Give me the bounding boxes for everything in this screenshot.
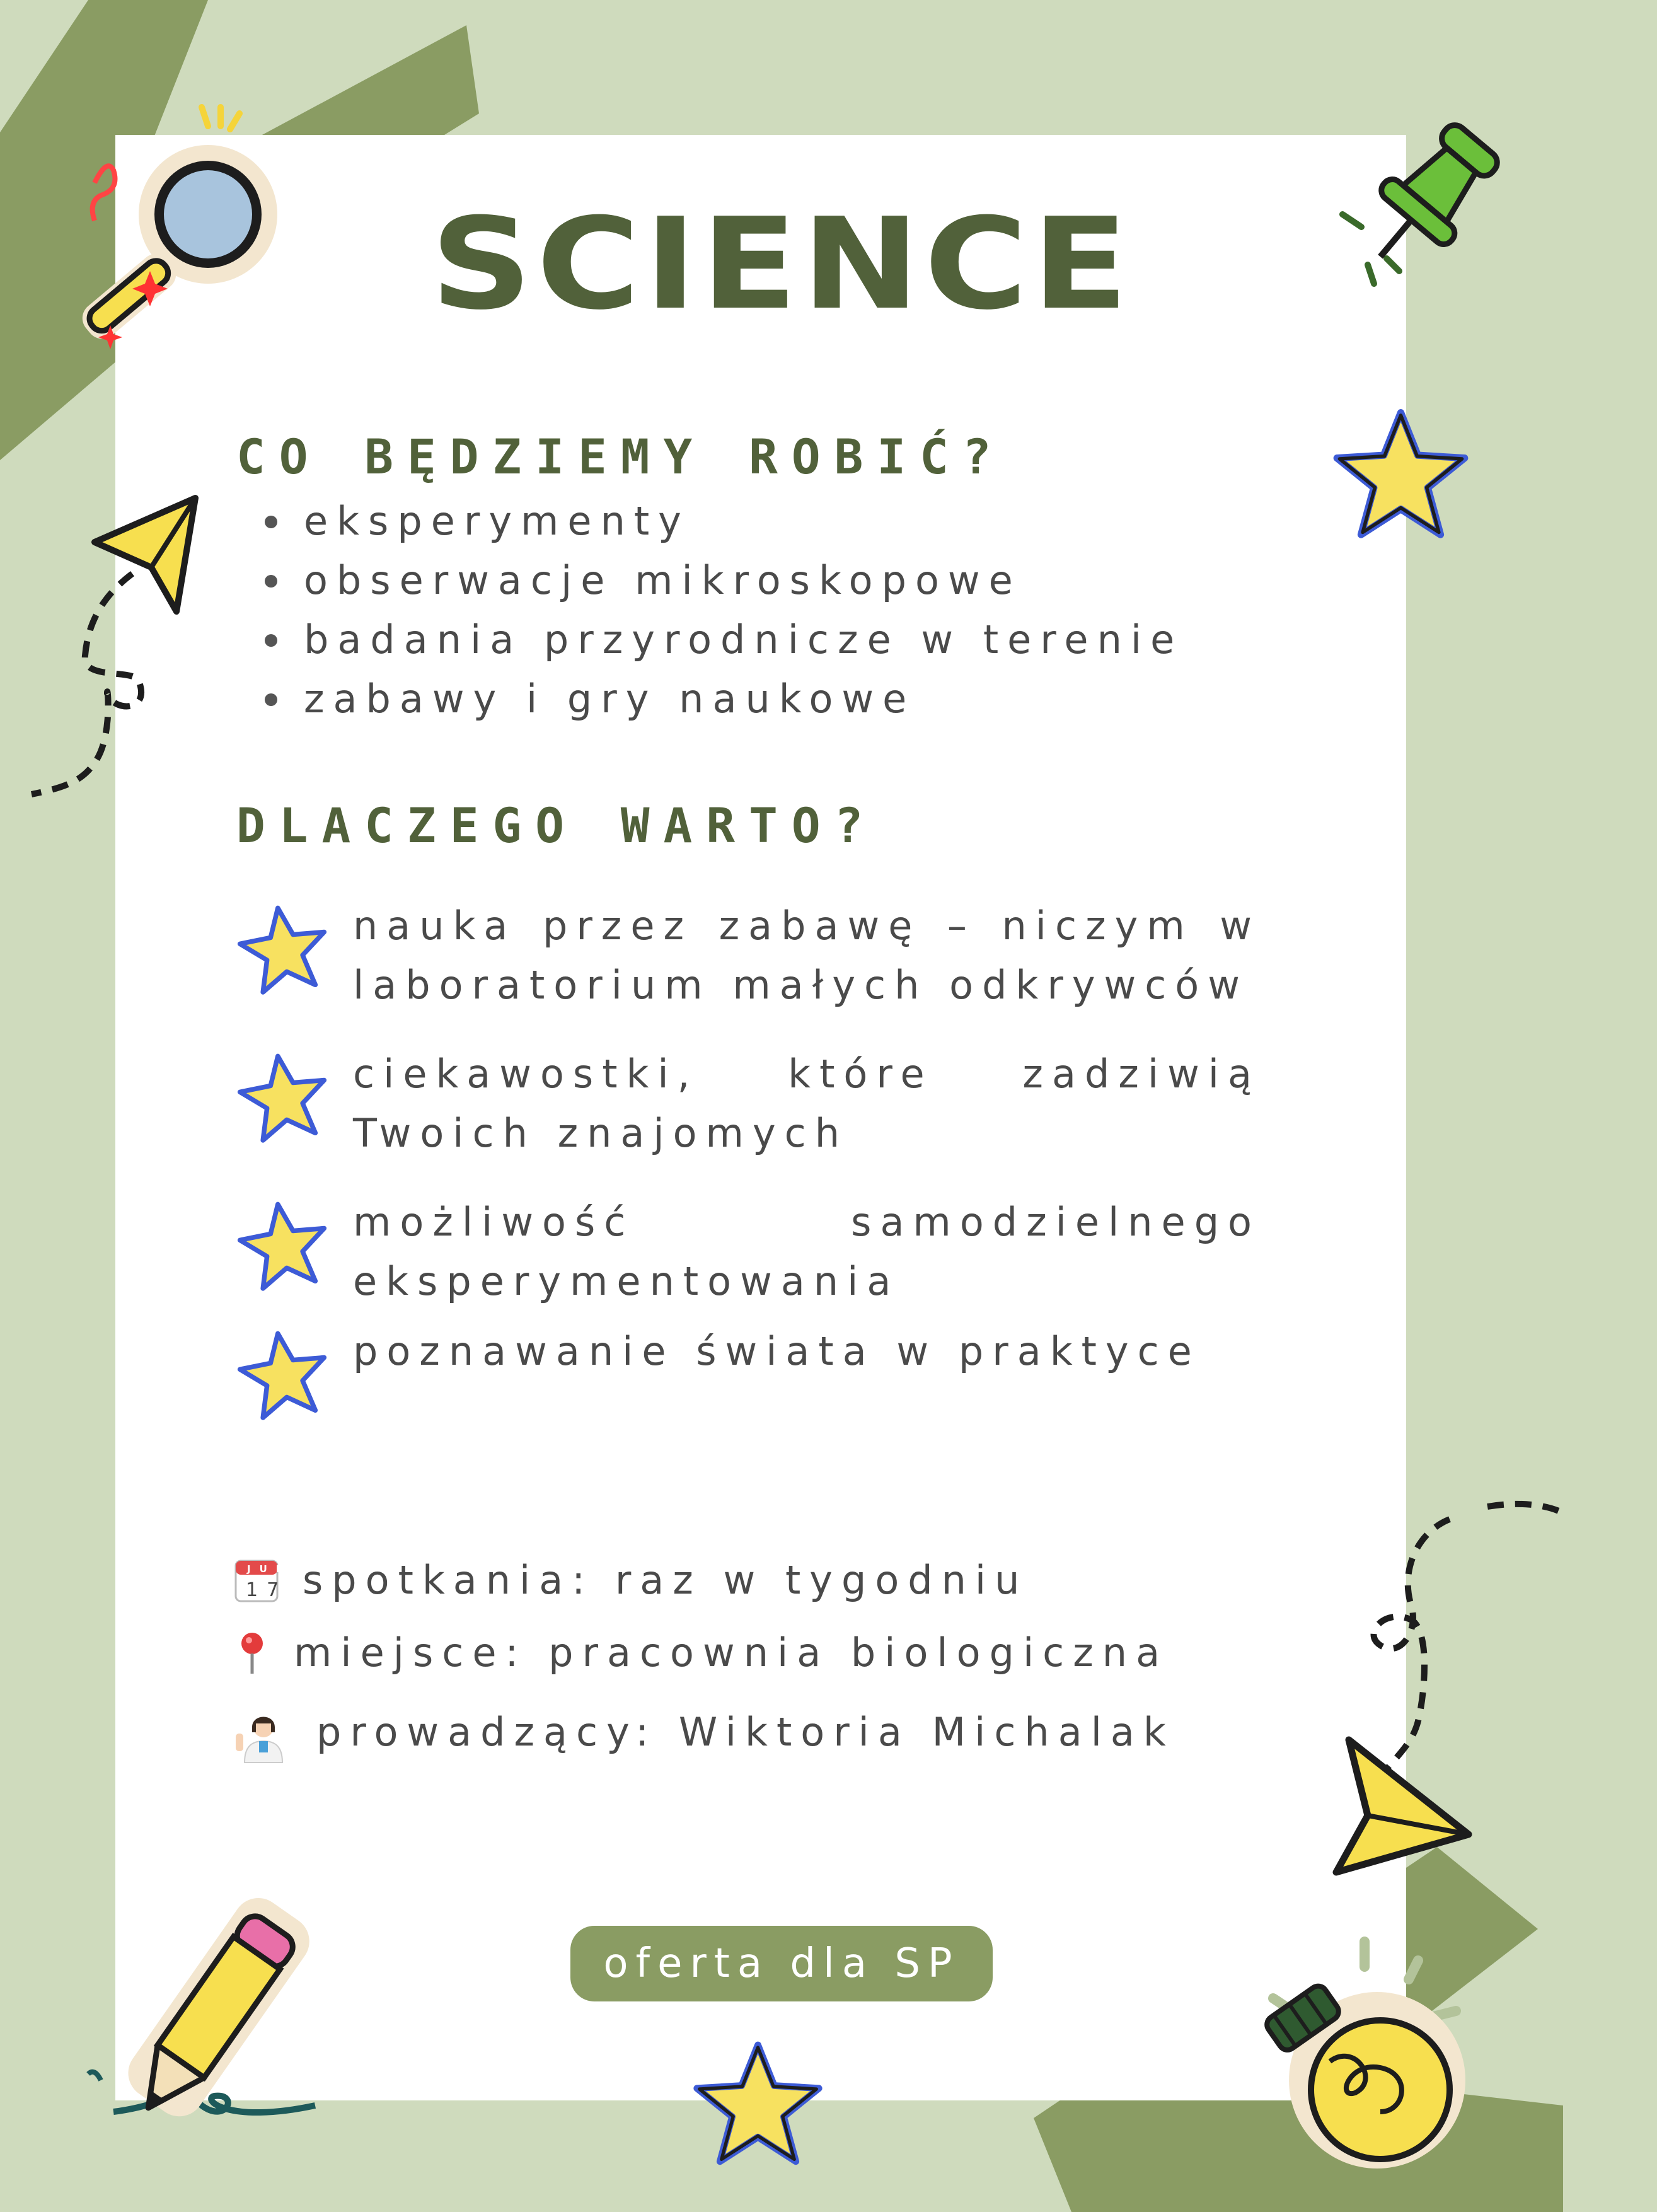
bullet-dot [265, 516, 277, 528]
why-item [236, 901, 1270, 1028]
pencil-icon [76, 1879, 340, 2143]
info-place [233, 1623, 1169, 1682]
why-item-line: nauka przez zabawę – niczym w [353, 903, 1261, 949]
svg-text:17: 17 [246, 1579, 288, 1601]
info-leader [233, 1702, 1175, 1763]
star-icon [236, 1198, 331, 1292]
offer-badge: oferta dla SP [570, 1926, 993, 2001]
list-item [265, 669, 1183, 729]
star-icon [236, 901, 331, 996]
info-meetings [233, 1551, 1028, 1610]
calendar-icon [233, 1557, 291, 1604]
paper-plane-icon [1324, 1494, 1563, 1891]
list-item-text: eksperymenty [304, 498, 690, 544]
why-item-text [353, 1322, 1261, 1381]
why-item-line: eksperymentowania [353, 1258, 900, 1304]
activities-list [265, 492, 1183, 729]
why-item-text [353, 896, 1261, 1015]
paper-plane-icon [25, 492, 214, 807]
bullet-dot [265, 634, 277, 647]
list-item [265, 551, 1183, 610]
why-item-text [353, 1045, 1261, 1163]
why-item-line: laboratorium małych odkrywców [353, 962, 1249, 1008]
list-item-text: obserwacje mikroskopowe [304, 557, 1022, 603]
star-icon [690, 2039, 826, 2169]
star-icon [236, 1327, 331, 1422]
why-item-text [353, 1193, 1261, 1311]
why-item-line: możliwość samodzielnego [353, 1199, 1261, 1245]
svg-text:JUL: JUL [247, 1563, 291, 1575]
info-place-text: miejsce: pracownia biologiczna [294, 1630, 1169, 1676]
bullet-dot [265, 693, 277, 706]
list-item-text: zabawy i gry naukowe [304, 676, 916, 722]
why-item-line: ciekawostki, które zadziwią [353, 1051, 1261, 1097]
why-item [236, 1050, 1270, 1176]
star-icon [1330, 407, 1472, 542]
list-item-text: badania przyrodnicze w terenie [304, 617, 1184, 663]
list-item [265, 492, 1183, 551]
why-item-line: poznawanie świata w praktyce [353, 1328, 1201, 1374]
why-item [236, 1327, 1270, 1453]
bullet-dot [265, 575, 277, 588]
activities-heading: CO BĘDZIEMY ROBIĆ? [236, 429, 1005, 485]
lightbulb-icon [1229, 1935, 1494, 2206]
why-item [236, 1198, 1270, 1324]
page-title: SCIENCE [430, 191, 1133, 338]
list-item [265, 610, 1183, 669]
info-meetings-text: spotkania: raz w tygodniu [303, 1557, 1029, 1603]
scientist-icon [233, 1702, 294, 1763]
info-leader-text: prowadzący: Wiktoria Michalak [316, 1709, 1175, 1755]
star-icon [236, 1050, 331, 1144]
why-heading: DLACZEGO WARTO? [236, 797, 877, 854]
pin-icon [233, 1630, 271, 1676]
why-item-line: Twoich znajomych [353, 1110, 849, 1156]
